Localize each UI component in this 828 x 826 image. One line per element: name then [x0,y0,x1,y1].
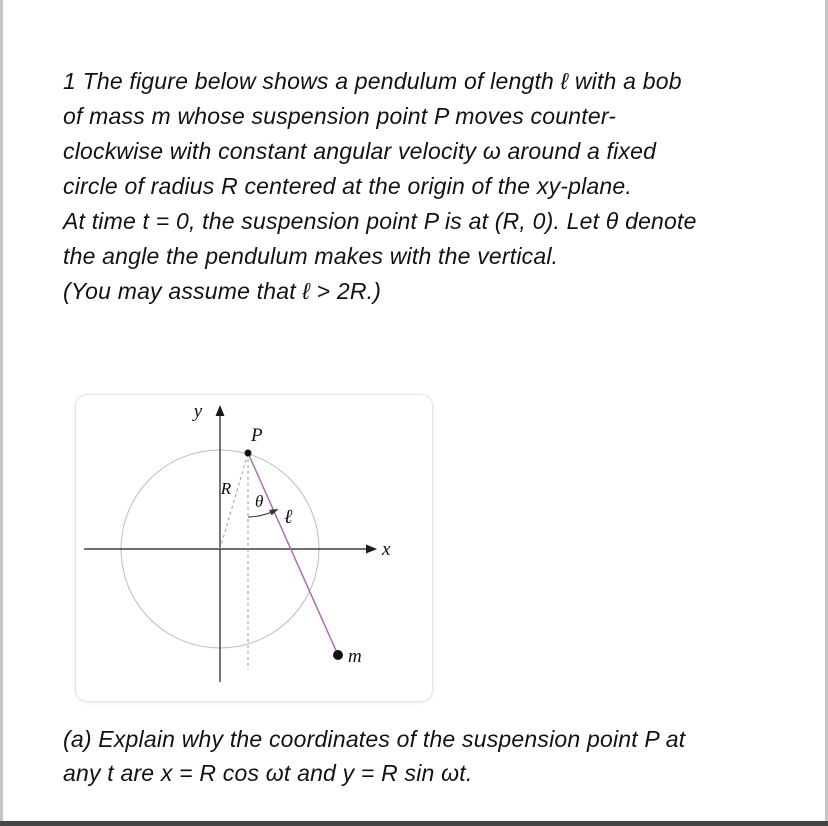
ell-label: ℓ [284,506,293,528]
radius-label: R [220,479,232,498]
problem-line: (You may assume that ℓ > 2R.) [63,278,382,304]
y-axis-label: y [193,401,203,422]
question-line: (a) Explain why the coordinates of the suspension point P at [63,726,686,752]
screen-edge-left [0,0,3,826]
problem-line: clockwise with constant angular velocity ω around a fixed [63,138,657,164]
mass-label: m [348,646,362,667]
problem-line: the angle the pendulum makes with the vertical. [63,243,559,269]
point-p-dot [245,450,252,457]
pendulum-figure [76,395,432,701]
theta-label: θ [255,492,264,511]
problem-statement [63,64,788,309]
problem-line: 1 The figure below shows a pendulum of length ℓ with a bob [63,68,682,94]
x-axis-arrow-icon [366,545,377,554]
problem-line: At time t = 0, the suspension point P is at (R, 0). Let θ denote [63,208,697,234]
point-p-label: P [251,425,263,446]
pendulum-figure-card [75,394,433,702]
bottom-separator [0,821,828,826]
problem-line: of mass m whose suspension point P moves counter- [63,103,617,129]
y-axis-arrow-icon [216,405,225,416]
pendulum-rod-line [248,453,338,655]
problem-line: circle of radius R centered at the origin of the xy-plane. [63,173,633,199]
bob-dot [333,650,343,660]
radius-dashed-line [220,453,248,549]
x-axis-label: x [382,539,391,560]
question-part-a [63,722,788,790]
question-line: any t are x = R cos ωt and y = R sin ωt. [63,760,473,786]
